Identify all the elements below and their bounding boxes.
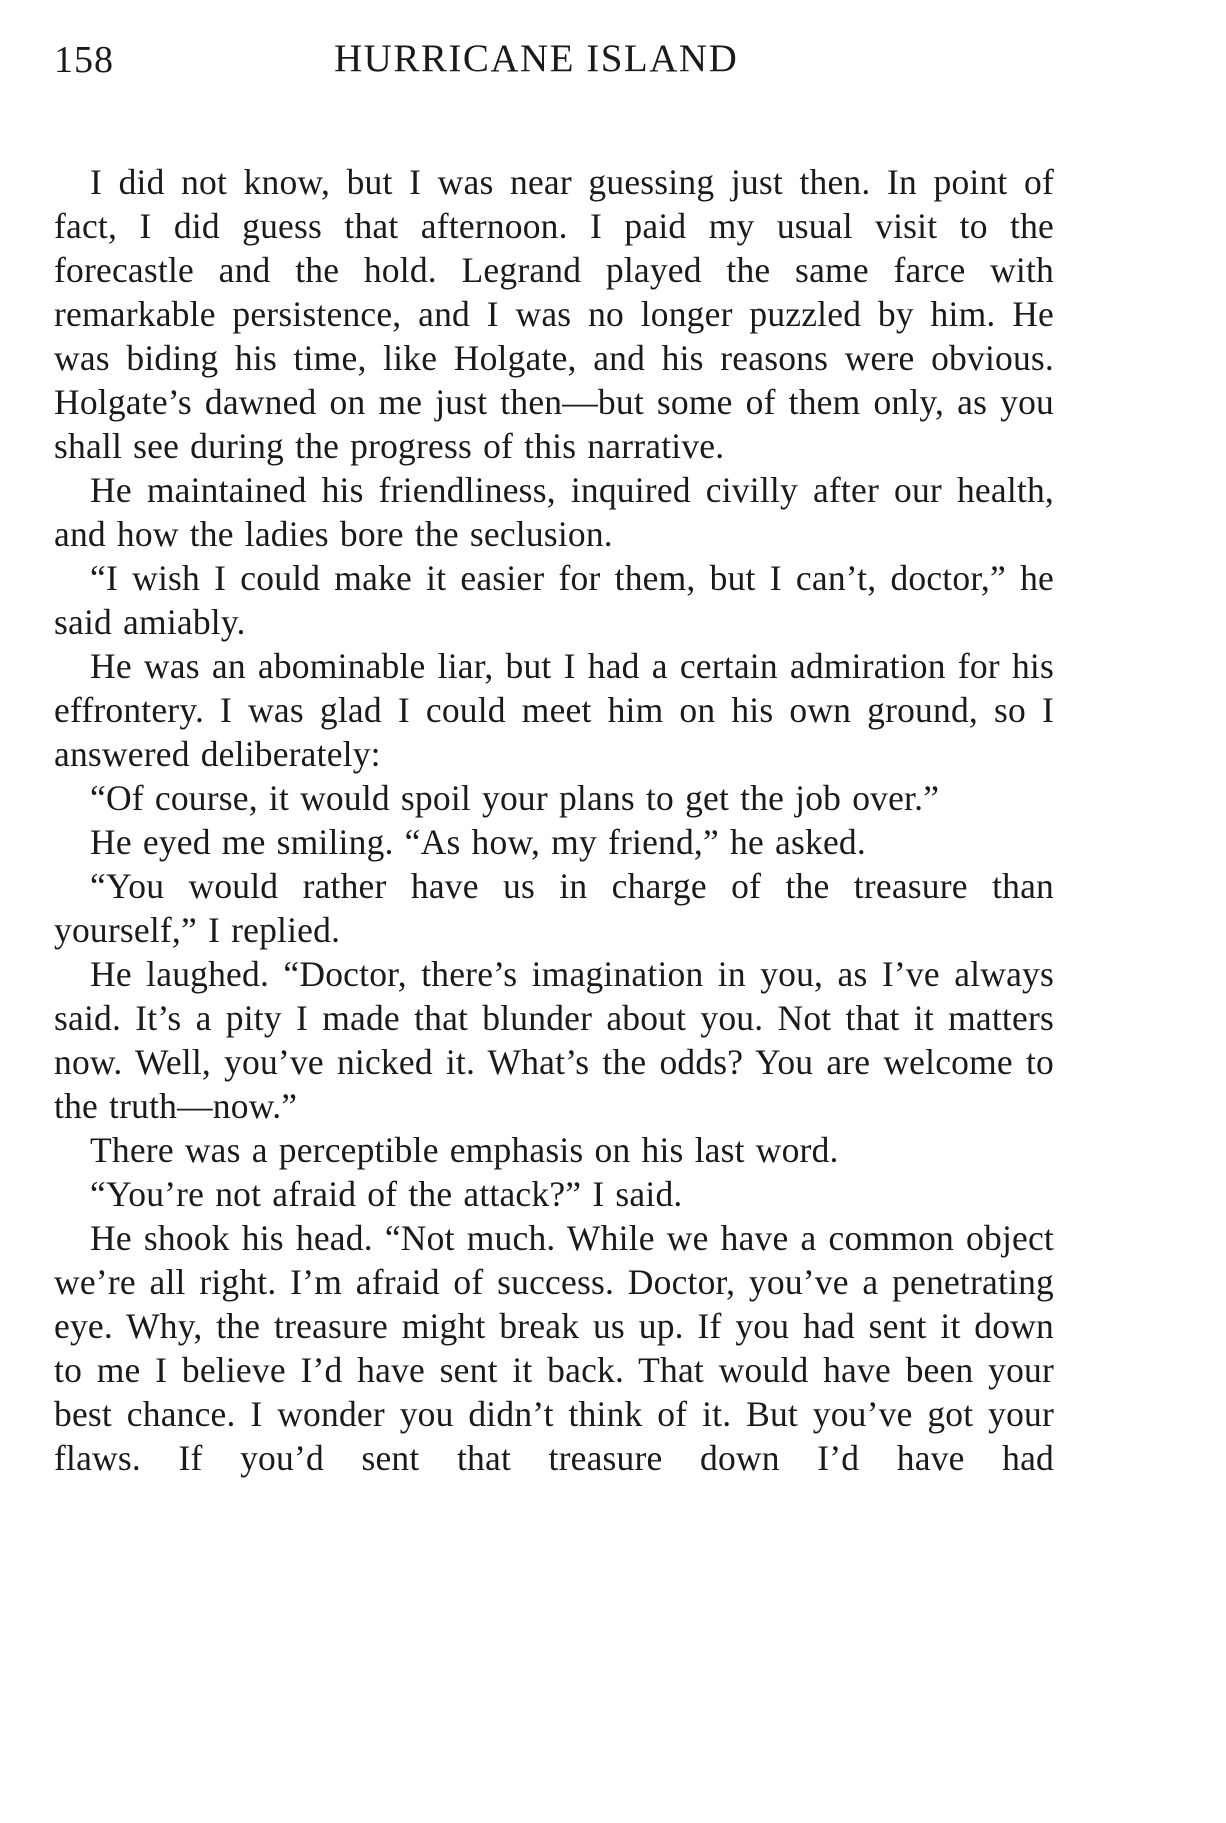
page-number: 158 — [54, 39, 114, 81]
paragraph: He eyed me smiling. “As how, my friend,” he asked. — [90, 822, 866, 862]
paragraph: “I wish I could make it easier for them, but I can’t, doctor,” he said amiably. — [54, 558, 1054, 642]
running-head — [54, 30, 1054, 100]
paragraph: “Of course, it would spoil your plans to get the job over.” — [90, 778, 940, 818]
paragraph: I did not know, but I was near guessing just then. In point of fact, I did guess that afternoon. I paid my usual visit to the forecastle and the hold. Legrand played the same farce with remarkable persistence, and I was no longer puzzled by him. He was biding his time, like Holgate, and his reasons were obvious. Holgate’s dawned on me just then—but some of them only, as you shall see during the progress of this narrative. — [54, 162, 1054, 466]
body-text — [54, 160, 1054, 1480]
paragraph: “You’re not afraid of the attack?” I said. — [90, 1174, 683, 1214]
book-page — [54, 30, 1054, 1480]
paragraph: “You would rather have us in charge of the treasure than yourself,” I replied. — [54, 866, 1054, 950]
running-title: HURRICANE ISLAND — [334, 37, 739, 80]
paragraph: There was a perceptible emphasis on his last word. — [90, 1130, 839, 1170]
paragraph: He laughed. “Doctor, there’s imagination in you, as I’ve always said. It’s a pity I made that blunder about you. Not that it matters now. Well, you’ve nicked it. What’s the odds? You are welcome to the truth—now.” — [54, 954, 1054, 1126]
paragraph: He shook his head. “Not much. While we have a common object we’re all right. I’m afraid of success. Doctor, you’ve a penetrating eye. Why, the treasure might break us up. If you had sent it down to me I believe I’d have sent it back. That would have been your best chance. I wonder you didn’t think of it. But you’ve got your flaws. If you’d sent that treasure down I’d have had — [54, 1218, 1054, 1478]
paragraph: He was an abominable liar, but I had a certain admiration for his effrontery. I was glad I could meet him on his own ground, so I answered deliberately: — [54, 646, 1054, 774]
paragraph: He maintained his friendliness, inquired civilly after our health, and how the ladies bore the seclusion. — [54, 470, 1054, 554]
